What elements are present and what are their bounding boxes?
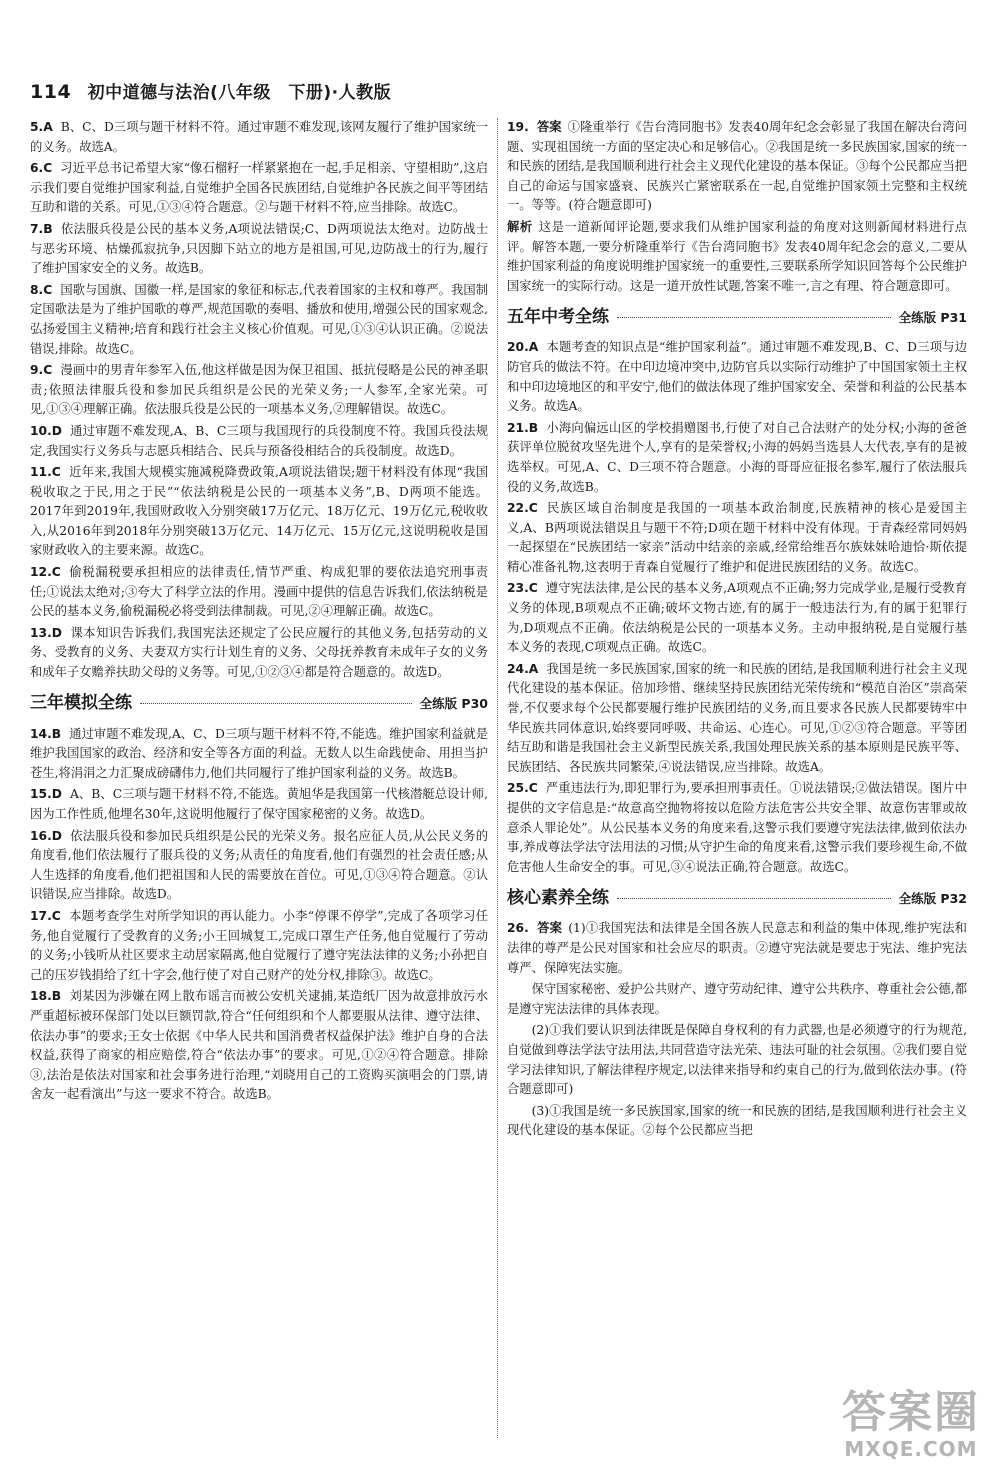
answer-number: 21.B: [507, 420, 539, 435]
answer-text: 漫画中的男青年参军入伍,他这样做是因为保卫祖国、抵抗侵略是公民的神圣职责;依照法律服兵役和参加民兵组织是公民的光荣义务;一人参军,全家光荣。可见,①③④理解正确。依法服兵役是公民的一项基本义务,②理解错误。故选C。: [30, 363, 488, 417]
answer-item: [30, 907, 488, 985]
section-title: 三年模拟全练: [30, 692, 132, 713]
answer-number: 9.C: [30, 363, 53, 378]
answer-number: 10.D: [30, 423, 62, 438]
answer-text: 遵守宪法法律,是公民的基本义务,A项观点不正确;努力完成学业,是履行受教育义务的体现,B项观点不正确;破坏文物古迹,有的属于一般违法行为,有的属于犯罪行为,D项观点不正确。依法纳税是公民的一项基本义务。主动申报纳税,是自觉履行基本义务的表现,C项观点正确。故选C。: [507, 581, 967, 655]
answer-text: 国歌与国旗、国徽一样,是国家的象征和标志,代表着国家的主权和尊严。我国制定国歌法是为了维护国歌的尊严,规范国歌的奏唱、播放和使用,增强公民的国家观念,弘扬爱国主义精神;培育和践行社会主义核心价值观。可见,①③④认识正确。②说法错误,排除。故选C。: [30, 282, 488, 356]
answer-text: 偷税漏税要承担相应的法律责任,情节严重、构成犯罪的要依法追究刑事责任;①说法太绝对;③夸大了科学立法的作用。漫画中提供的信息告诉我们,依法纳税是公民的基本义务,偷税漏税必将受到法律制裁。可见,②④理解正确。故选C。: [30, 565, 488, 619]
page-number: 114: [30, 81, 72, 103]
answer-item: [507, 419, 967, 497]
answer-item: [30, 827, 488, 905]
answer-number: 24.A: [507, 661, 539, 676]
answer-text: 刘某因为涉嫌在网上散布谣言而被公安机关逮捕,某造纸厂因为故意排放污水严重超标被环保部门处以巨额罚款,符合“任何组织和个人都要服从法律、遵守法律、依法办事”的要求;王女士依据《中华人民共和国消费者权益保护法》维护自身的合法权益,获得了商家的相应赔偿,符合“依法办事”的要求。可见,①②④符合题意。排除③,法治是依法对国家和社会事务进行治理,“刘晓用自己的工资购买演唱会的门票,请舍友一起看演出”与这一要求不符合。故选B。: [30, 989, 488, 1102]
watermark-url: MXQE.COM: [844, 1437, 978, 1461]
section-header: [507, 885, 967, 911]
answer-number: 14.B: [30, 726, 62, 741]
answer-number: 16.D: [30, 828, 62, 843]
answer-text: 近年来,我国大规模实施减税降费政策,A项说法错误;题干材料没有体现“我国税收取之于民,用之于民”“依法纳税是公民的一项基本义务”,B、D两项不能选。2017年到2019年,我国财政收入分别突破17万亿元、18万亿元、19万亿元,税收收入,从2016年到2018年分别突破13万亿元、14万亿元、15万亿元,这说明税收是国家财政收入的主要来源。故选C。: [30, 465, 488, 558]
left-column: [30, 118, 488, 1107]
answer-text: 小海向偏远山区的学校捐赠图书,行使了对自己合法财产的处分权;小海的爸爸获评单位脱贫攻坚先进个人,享有的是荣誉权;小海的妈妈当选县人大代表,享有的是被选举权。可见,A、C、D三项不符合题意。小海的哥哥应征报名参军,履行了依法服兵役的义务,故选B。: [507, 420, 967, 494]
answer-text: 严重违法行为,即犯罪行为,要承担刑事责任。①说法错误;②做法错误。图片中提供的文字信息是:“故意高空抛物将按以危险方法危害公共安全罪、故意伤害罪或故意杀人罪论处”。从公民基本义务的角度来看,这警示我们要遵守宪法法律,做到依法办事,养成尊法学法守法用法的习惯;从守护生命的角度来看,这警示我们要珍视生命,不做危害他人生命安全的事。可见,③④说法正确,符合题意。故选C。: [507, 781, 967, 874]
answer-tag: 解析: [507, 219, 533, 234]
section-rule: [617, 317, 891, 318]
answer-number: 17.C: [30, 908, 61, 923]
answer-item: [507, 919, 967, 978]
answer-item: [30, 361, 488, 420]
answer-paragraph: 保守国家秘密、爱护公共财产、遵守劳动纪律、遵守公共秩序、尊重社会公德,都是遵守宪法法律的具体表现。: [507, 982, 967, 1016]
answer-text: 本题考查的知识点是“维护国家利益”。通过审题不难发现,B、C、D三项与边防官兵的做法不符。在中印边境冲突中,边防官兵以实际行动维护了中国国家领土主权和中印边境地区的和平安宁,他们的做法体现了维护国家安全、荣誉和利益的公民基本义务。故选A。: [507, 340, 967, 414]
answer-item: [30, 987, 488, 1105]
right-column: [507, 118, 967, 1143]
answer-number: 5.A: [30, 120, 53, 134]
watermark: [842, 1389, 980, 1461]
answer-text: 民族区域自治制度是我国的一项基本政治制度,民族精神的核心是爱国主义,A、B两项说法错误且与题干不符;D项在题干材料中没有体现。于青森经常同妈妈一起探望在“民族团结一家亲”活动中结亲的亲戚,经常给维吾尔族妹妹哈迪恰·斯依提精心准备礼物,这表明于青森自觉履行了维护和促进民族团结的义务。故选C。: [507, 501, 967, 574]
answer-item: [507, 499, 967, 577]
answer-item: [30, 220, 488, 279]
answer-text: (1)①我国宪法和法律是全国各族人民意志和利益的集中体现,维护宪法和法律的尊严是公民对国家和社会应尽的职责。②遵守宪法就是要忠于宪法、维护宪法尊严、保障宪法实施。: [507, 921, 967, 975]
answer-text: 习近平总书记希望大家“像石榴籽一样紧紧抱在一起,手足相亲、守望相助”,这启示我们要自觉维护国家利益,自觉维护全国各民族团结,自觉维护各民族之间平等团结互助和谐的关系。可见,①③④符合题意。②与题干材料不符,应当排除。故选C。: [30, 161, 488, 215]
section-page-ref: 全练版 P31: [898, 309, 967, 325]
answer-item: [30, 422, 488, 461]
answer-text: 本题考查学生对所学知识的再认能力。小李“停课不停学”,完成了各项学习任务,他自觉履行了受教育的义务;小王回城复工,完成口罩生产任务,他自觉履行了劳动的义务;小钱听从社区要求主动居家隔离,他自觉履行了遵守宪法法律的义务;小孙把自己的压岁钱捐给了红十字会,他行使了对自己财产的处分权,排除③。故选C。: [30, 908, 488, 982]
answer-number: 22.C: [507, 501, 538, 516]
section-header: [30, 691, 488, 717]
section-page-ref: 全练版 P32: [898, 890, 967, 906]
section-title: 核心素养全练: [507, 887, 609, 908]
answer-text: 课本知识告诉我们,我国宪法还规定了公民应履行的其他义务,包括劳动的义务、受教育的义务、夫妻双方实行计划生育的义务、父母抚养教育未成年子女的义务和成年子女赡养扶助父母的义务等。可见,①②③④都是符合题意的。故选D。: [30, 625, 488, 680]
answer-number: 11.C: [30, 465, 61, 480]
answer-number: 20.A: [507, 340, 539, 355]
section-header: [507, 304, 967, 330]
answer-item: [507, 218, 967, 296]
answer-item: [30, 118, 488, 157]
answer-number: 18.B: [30, 989, 62, 1004]
answer-item: [30, 281, 488, 359]
answer-item: [507, 338, 967, 416]
answer-text: 这是一道新闻评论题,要求我们从维护国家利益的角度对这则新闻材料进行点评。解答本题,一要分析隆重举行《告台湾同胞书》发表40周年纪念会的意义,二要从维护国家利益的角度说明维护国家统一的重要性,三要联系所学知识回答每个公民维护国家统一的实际行动。这是一道开放性试题,答案不唯一,言之有理、符合题意即可。: [507, 219, 967, 293]
answer-text: 通过审题不难发现,A、B、C三项与我国现行的兵役制度不符。我国兵役法规定,我国实行义务兵与志愿兵相结合、民兵与预备役相结合的兵役制度。故选D。: [30, 423, 488, 458]
answer-paragraph: (2)①我们要认识到法律既是保障自身权利的有力武器,也是必须遵守的行为规范,自觉做到尊法学法守法用法,共同营造守法光荣、违法可耻的社会氛围。②我们要自觉学习法律知识,了解法律程序规定,以法律来指导和约束自己的行为,做到依法办事。(符合题意即可): [507, 1023, 967, 1097]
answer-text: B、C、D三项与题干材料不符。通过审题不难发现,该网友履行了维护国家统一的义务。故选A。: [30, 120, 488, 154]
column-divider: [497, 118, 498, 1438]
answer-number: 13.D: [30, 625, 62, 640]
answer-paragraph: (3)①我国是统一多民族国家,国家的统一和民族的团结,是我国顺利进行社会主义现代化建设的基本保证。②每个公民都应当把: [507, 1103, 967, 1138]
answer-item: [507, 118, 967, 216]
answer-item: [507, 779, 967, 877]
section-rule: [617, 898, 891, 899]
answer-number: 8.C: [30, 282, 53, 297]
book-title: 初中道德与法治(八年级 下册)·人教版: [87, 83, 392, 103]
answer-tag: 答案: [536, 120, 562, 134]
answer-text: 我国是统一多民族国家,国家的统一和民族的团结,是我国顺利进行社会主义现代化建设的基本保证。倍加珍惜、继续坚持民族团结光荣传统和“模范自治区”崇高荣誉,不仅要求每个公民都要履行维护民族团结的义务,而且要求各民族人民都要铸牢中华民族共同体意识,始终要同呼吸、共命运、心连心。可见,①②③符合题意。平等团结互助和谐是我国社会主义新型民族关系,我国处理民族关系的基本原则是民族平等、民族团结、各民族共同繁荣,④说法错误,应当排除。故选A。: [507, 661, 967, 774]
answer-item: [30, 563, 488, 622]
answer-text: A、B、C三项与题干材料不符,不能选。黄旭华是我国第一代核潜艇总设计师,因为工作性质,他埋名30年,这说明他履行了保守国家秘密的义务。故选D。: [30, 787, 488, 821]
answer-item: [507, 660, 967, 778]
answer-item: [30, 725, 488, 784]
answer-text: 依法服兵役和参加民兵组织是公民的光荣义务。报名应征人员,从公民义务的角度看,他们依法履行了服兵役的义务;从责任的角度看,他们有强烈的社会责任感;从人生选择的角度看,他们把祖国和人民的需要放在首位。可见,①③④符合题意。②认识错误,应当排除。故选D。: [30, 828, 488, 902]
answer-tag: 答案: [536, 921, 563, 936]
answer-number: 7.B: [30, 221, 53, 236]
answer-number: 25.C: [507, 781, 538, 796]
answer-item: [30, 159, 488, 218]
answer-text: ①隆重举行《告台湾同胞书》发表40周年纪念会彰显了我国在解决台湾问题、实现祖国统一方面的坚定决心和足够信心。②我国是统一多民族国家,国家的统一和民族的团结,是我国顺利进行社会主义现代化建设的基本保证。③每个公民都应当把自己的命运与国家盛衰、民族兴亡紧密联系在一起,自觉维护国家领土完整和主权统一。等等。(符合题意即可): [507, 120, 967, 213]
answer-number: 15.D: [30, 787, 62, 802]
section-page-ref: 全练版 P30: [419, 695, 488, 711]
answer-item: [30, 624, 488, 683]
section-rule: [140, 703, 412, 704]
answer-item: [30, 785, 488, 824]
answer-item: [507, 579, 967, 657]
answer-number: 23.C: [507, 581, 538, 596]
answer-number: 26.: [507, 921, 529, 936]
page-header: [30, 78, 391, 103]
answer-item: [30, 463, 488, 561]
answer-number: 19.: [507, 120, 529, 134]
answer-text: 依法服兵役是公民的基本义务,A项说法错误;C、D两项说法太绝对。边防战士与恶劣环境、枯燥孤寂抗争,只因脚下站立的地方是祖国,可见,边防战士的行为,履行了维护国家安全的义务。故选B。: [30, 221, 488, 276]
watermark-logo: 答案圈: [842, 1387, 980, 1438]
answer-text: 通过审题不难发现,A、C、D三项与题干材料不符,不能选。维护国家利益就是维护我国国家的政治、经济和安全等各方面的利益。无数人以生命践使命、用担当护苍生,将涓涓之力汇聚成磅礴伟力,他们共同履行了维护国家利益的义务。故选B。: [30, 726, 488, 780]
section-title: 五年中考全练: [507, 306, 609, 327]
answer-number: 12.C: [30, 565, 61, 580]
answer-number: 6.C: [30, 161, 53, 176]
